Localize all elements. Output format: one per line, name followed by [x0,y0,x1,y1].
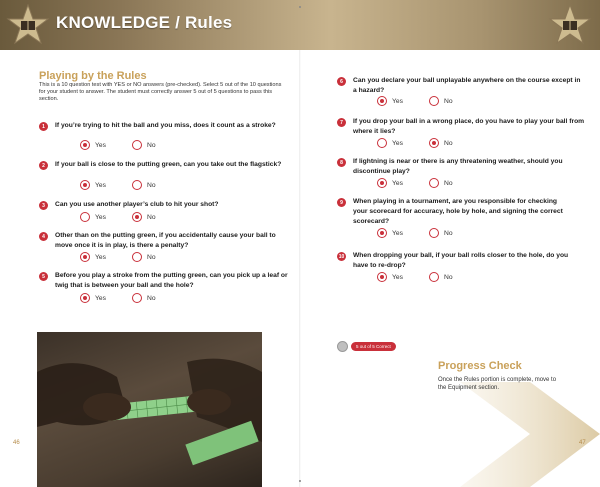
answer-no[interactable] [132,180,156,190]
radio-icon[interactable] [132,293,142,303]
star-book-icon [6,4,50,46]
question-number: 7 [337,118,346,127]
radio-icon[interactable] [132,140,142,150]
answer-yes[interactable] [80,212,106,222]
radio-icon[interactable] [429,178,439,188]
radio-checked-icon[interactable] [80,180,90,190]
answer-yes[interactable] [377,138,403,148]
question-text: Can you use another player’s club to hit your shot? [55,201,219,208]
question-text: If your ball is close to the putting green, can you take out the flagstick? [55,161,282,168]
question-text: If lightning is near or there is any threatening weather, should you discontinue play? [353,158,563,175]
answer-label: No [147,213,156,221]
question-number: 10 [338,253,345,260]
answer-label: Yes [95,213,106,221]
scorecard-photo-illustration [37,332,262,487]
answer-yes[interactable] [80,140,106,150]
score-toggle[interactable] [337,341,396,352]
question-number: 9 [337,198,346,207]
photo-scorecard [37,332,262,487]
answer-label: Yes [95,181,106,189]
answer-yes[interactable] [377,272,403,282]
answer-label: Yes [392,179,403,187]
question-number: 8 [337,158,346,167]
answer-label: Yes [95,294,106,302]
radio-checked-icon[interactable] [377,228,387,238]
radio-icon[interactable] [377,138,387,148]
answer-label: No [444,273,453,281]
answer-yes[interactable] [377,228,403,238]
answer-no[interactable] [429,228,453,238]
answer-label: No [444,139,453,147]
radio-checked-icon[interactable] [80,293,90,303]
crop-mark [299,6,301,8]
answer-no[interactable] [132,140,156,150]
answer-yes[interactable] [80,252,106,262]
answer-label: Yes [392,97,403,105]
star-book-icon [548,4,592,46]
answer-label: No [444,179,453,187]
radio-checked-icon[interactable] [80,252,90,262]
answer-label: Yes [95,253,106,261]
answer-yes[interactable] [377,178,403,188]
question-text: When playing in a tournament, are you responsible for checking your scorecard for accuracy, hole by hole, and signing the correct scorecard? [353,198,563,225]
question-text: If you’re trying to hit the ball and you miss, does it count as a stroke? [55,122,276,129]
question-number: 3 [39,201,48,210]
answer-no[interactable] [429,178,453,188]
answer-yes[interactable] [377,96,403,106]
radio-icon[interactable] [132,180,142,190]
answer-yes[interactable] [80,180,106,190]
answer-no[interactable] [132,293,156,303]
radio-checked-icon[interactable] [132,212,142,222]
radio-checked-icon[interactable] [377,272,387,282]
answer-no[interactable] [132,212,156,222]
score-pill: 5 out of 5 Correct [351,342,396,351]
radio-checked-icon[interactable] [429,138,439,148]
radio-checked-icon[interactable] [377,96,387,106]
radio-icon[interactable] [429,272,439,282]
question-text: Before you play a stroke from the putting green, can you pick up a leaf or twig that is between your ball and the hole? [55,272,288,289]
question-text: Can you declare your ball unplayable anywhere on the course except in a hazard? [353,77,581,94]
answer-label: No [147,294,156,302]
radio-icon[interactable] [80,212,90,222]
question-text: When dropping your ball, if your ball rolls closer to the hole, do you have to re-drop? [353,252,569,269]
answer-label: Yes [392,139,403,147]
radio-icon[interactable] [429,96,439,106]
question-number: 5 [39,272,48,281]
answer-label: Yes [392,273,403,281]
answer-no[interactable] [429,272,453,282]
page-number-right: 47 [579,440,586,446]
answer-label: No [444,229,453,237]
answer-label: No [444,97,453,105]
question-text: Other than on the putting green, if you accidentally cause your ball to move once it is in play, is there a penalty? [55,232,276,249]
radio-icon[interactable] [132,252,142,262]
question-number: 1 [39,122,48,131]
answer-label: Yes [392,229,403,237]
answer-label: No [147,181,156,189]
progress-title: Progress Check [438,360,522,372]
arrow-right-icon [460,382,600,487]
radio-icon[interactable] [429,228,439,238]
intro-text: This is a 10 question test with YES or NO answers (pre-checked). Select 5 out of the 10 questions for your student to answer. The student must correctly answer 5 out of 5 questions to pass this section. [39,82,282,103]
progress-text: Once the Rules portion is complete, move to the Equipment section. [438,377,557,391]
answer-no[interactable] [132,252,156,262]
question-number: 4 [39,232,48,241]
answer-label: Yes [95,141,106,149]
section-title: Playing by the Rules [39,70,147,82]
answer-label: No [147,253,156,261]
radio-checked-icon[interactable] [80,140,90,150]
question-text: If you drop your ball in a wrong place, do you have to play your ball from where it lies? [353,118,585,135]
question-number: 2 [39,161,48,170]
answer-yes[interactable] [80,293,106,303]
page-title: KNOWLEDGE / Rules [56,13,233,32]
answer-no[interactable] [429,138,453,148]
answer-no[interactable] [429,96,453,106]
question-number: 6 [337,77,346,86]
answer-label: No [147,141,156,149]
radio-checked-icon[interactable] [377,178,387,188]
page-gutter [299,50,301,487]
page-number-left: 46 [13,440,20,446]
toggle-circle-icon[interactable] [337,341,348,352]
